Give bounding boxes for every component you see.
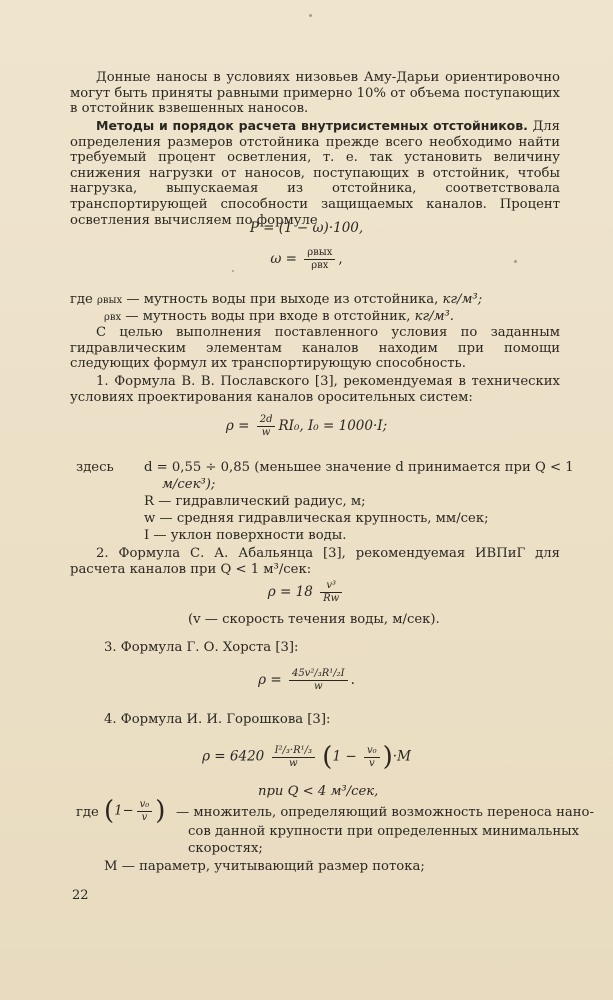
fraction-numerator: v³ [320, 580, 342, 593]
formula-percent-clarification [0, 220, 613, 236]
unit-text: кг/м³. [414, 309, 454, 324]
method-4-intro: 4. Формула И. И. Горошкова [3]: [104, 712, 331, 727]
definition-w: w — средняя гидравлическая крупность, мм/сек; [144, 511, 489, 526]
definition-I: I — уклон поверхности воды. [144, 528, 347, 543]
fraction-denominator: v [141, 811, 148, 823]
formula-fraction [364, 745, 380, 770]
fraction-denominator: ρвх [311, 260, 329, 271]
unit-text: кг/м³; [442, 292, 483, 307]
formula-tail: ·M [392, 748, 411, 765]
paren-inner: 1 − [332, 748, 357, 765]
page-number: 22 [72, 888, 89, 903]
method-3-intro: 3. Формула Г. О. Хорста [3]: [104, 640, 299, 655]
paper-speck [309, 14, 312, 17]
definition-rho-out [70, 292, 482, 307]
formula-tail: . [350, 672, 355, 688]
fraction-denominator: Rw [323, 593, 340, 604]
paragraph-text: Для определения размеров отстойника прежде всего необходимо найти требуемый процент осветления, т. е. так установить величину снижения нагрузки от наносов, поступающих в отстойник, чтобы нагрузка, выпускаемая из отстойника, соответствовала транспортирующей способности защищаемых каналов. Процент осветления вычисляем по формуле [70, 119, 560, 228]
formula-fraction [257, 414, 276, 439]
section-heading: Методы и порядок расчета внутрисистемных отстойников. [96, 118, 528, 133]
definition-d: d = 0,55 ÷ 0,85 (меньшее значение d принимается при Q < 1 [144, 460, 574, 475]
paren-close: ) [382, 742, 393, 772]
paragraph-1 [70, 70, 560, 117]
formula-fraction [320, 580, 342, 605]
multiplier-term [104, 796, 165, 826]
fraction-numerator: v₀ [364, 745, 380, 758]
method-1-intro [70, 374, 560, 405]
formula-lhs: ρ = [258, 672, 282, 688]
multiplier-definition: — множитель, определяющий возможность переноса нано- [176, 805, 594, 820]
formula-lhs: ω = [270, 251, 297, 267]
fraction-denominator: w [289, 757, 298, 769]
fraction-denominator: v [368, 757, 375, 769]
paren-close: ) [155, 796, 166, 826]
definition-M: M — параметр, учитывающий размер потока; [104, 859, 425, 874]
definition-text: — мутность воды при входе в отстойник, [121, 309, 415, 324]
fraction-numerator: 45v²/₃R¹/₂I [289, 668, 348, 681]
multiplier-prefix: 1− [114, 803, 134, 819]
formula-abalyants [0, 580, 613, 605]
paragraph-text: 1. Формула В. В. Пославского [3], рекомендуемая в технических условиях проектирования каналов оросительных систем: [70, 374, 560, 405]
multiplier-definition-line3: скоростях; [188, 841, 263, 856]
method-2-intro [70, 546, 560, 577]
formula-poslavsky [0, 414, 613, 439]
symbol-rho-in: ρвх [104, 312, 122, 323]
definition-text: — мутность воды при выходе из отстойника, [122, 292, 443, 307]
paragraph-text: 2. Формула С. А. Абальянца [3], рекомендуемая ИВПиГ для расчета каналов при Q < 1 м³/сек: [70, 546, 560, 577]
fraction-denominator: w [313, 681, 323, 692]
formula-text: P = (1 − ω)·100, [249, 220, 364, 236]
here-label: здесь [76, 460, 114, 475]
formula-goroshkov [0, 742, 613, 772]
formula-rest: RI₀, I₀ = 1000·I; [278, 418, 388, 434]
note-velocity: (v — скорость течения воды, м/сек). [188, 612, 440, 627]
formula-condition: при Q < 4 м³/сек, [258, 784, 379, 799]
fraction-numerator: I²/₃·R¹/₃ [272, 745, 315, 758]
fraction-numerator: ρвых [304, 247, 335, 260]
formula-tail: , [338, 251, 343, 267]
paren-open: ( [322, 742, 333, 772]
paragraph-text: С целью выполнения поставленного условия по заданным гидравлическим элементам каналов находим при помощи следующих формул их транспортирующую способность. [70, 325, 560, 372]
multiplier-definition-line2: сов данной крупности при определенных минимальных [188, 824, 580, 839]
formula-lhs: ρ = 18 [267, 584, 313, 600]
formula-lhs: ρ = [225, 418, 250, 434]
paragraph-text: Донные наносы в условиях низовьев Аму-Дарьи ориентировочно могут быть приняты равными примерно 10% от объема поступающих в отстойник взвешенных наносов. [70, 70, 560, 117]
definition-R: R — гидравлический радиус, м; [144, 494, 366, 509]
formula-fraction [289, 668, 348, 693]
fraction-numerator: 2d [257, 414, 276, 427]
fraction-denominator: w [261, 427, 271, 438]
where-label: где [76, 805, 99, 820]
paragraph-3 [70, 325, 560, 372]
paren-open: ( [104, 796, 115, 826]
formula-lhs: ρ = 6420 [202, 748, 265, 765]
paragraph-2 [70, 118, 560, 228]
fraction-numerator: v₀ [137, 799, 153, 812]
definition-d-unit: м/сек³); [162, 477, 216, 492]
formula-fraction [272, 745, 315, 770]
where-label: где [70, 292, 93, 307]
symbol-rho-out: ρвых [97, 295, 123, 306]
formula-horst [0, 668, 613, 693]
formula-omega [0, 247, 613, 272]
definition-rho-in [104, 309, 454, 324]
formula-fraction [304, 247, 335, 272]
formula-fraction [137, 799, 153, 824]
